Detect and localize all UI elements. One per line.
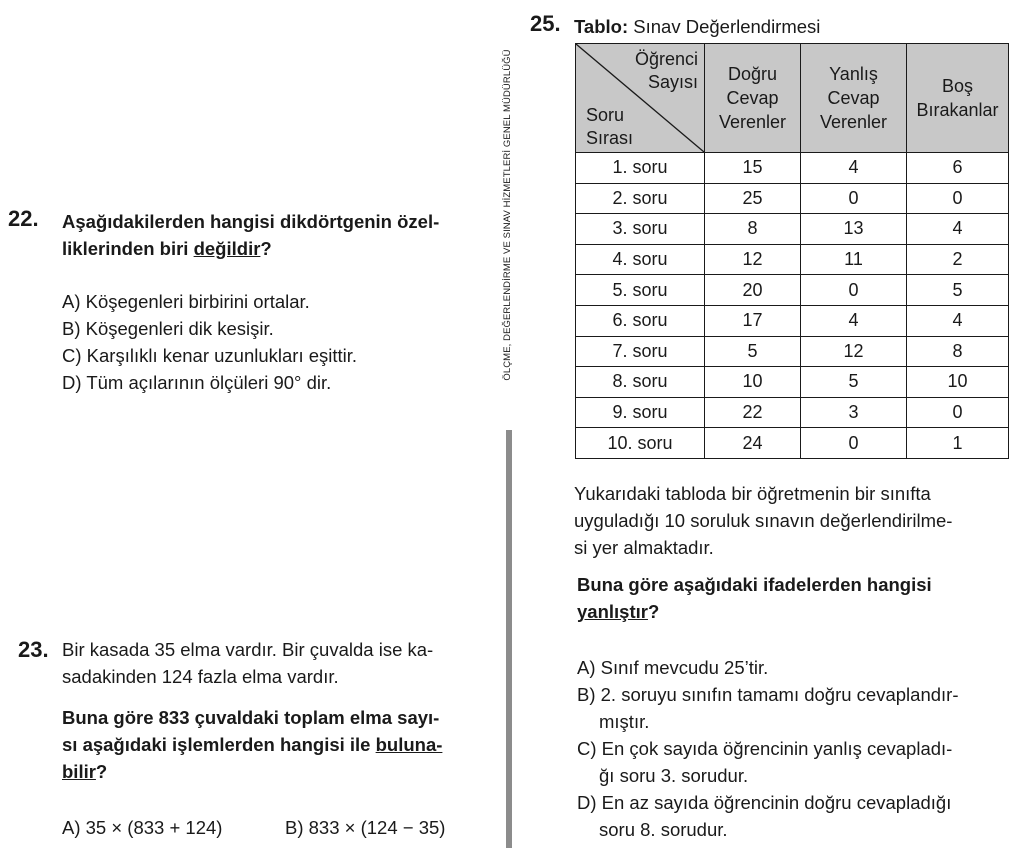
value-cell-bos: 2: [907, 244, 1009, 275]
table-row: [576, 367, 1009, 398]
q23-stem-line2: sı aşağıdaki işlemlerden hangisi ile buluna-: [62, 734, 443, 755]
value-cell-dogru: 8: [705, 214, 801, 245]
table-row: [576, 397, 1009, 428]
value-cell-dogru: 22: [705, 397, 801, 428]
q25-desc-line3: si yer almaktadır.: [574, 537, 714, 558]
q25-option-a[interactable]: A) Sınıf mevcudu 25’tir.: [577, 657, 769, 678]
table-row: [576, 244, 1009, 275]
q22-number: 22.: [8, 206, 39, 231]
value-cell-bos: 8: [907, 336, 1009, 367]
q23-stem: [62, 704, 442, 785]
q25-option-c[interactable]: C) En çok sayıda öğrencinin yanlış cevapladı- ğı soru 3. sorudur.: [577, 738, 953, 786]
value-cell-yanlis: 5: [801, 367, 907, 398]
table-corner-cell: [576, 44, 705, 153]
value-cell-dogru: 5: [705, 336, 801, 367]
value-cell-bos: 4: [907, 214, 1009, 245]
q22-option-d[interactable]: D) Tüm açılarının ölçüleri 90° dir.: [62, 372, 332, 393]
row-label-cell: 2. soru: [576, 183, 705, 214]
table-row: [576, 428, 1009, 459]
value-cell-yanlis: 0: [801, 183, 907, 214]
q23-text: [62, 636, 433, 690]
q22-stem-line1: Aşağıdakilerden hangisi dikdörtgenin özel-: [62, 211, 440, 232]
value-cell-dogru: 17: [705, 305, 801, 336]
value-cell-dogru: 15: [705, 153, 801, 184]
value-cell-dogru: 25: [705, 183, 801, 214]
q22-option-c[interactable]: C) Karşılıklı kenar uzunlukları eşittir.: [62, 345, 358, 366]
q22-negation: değildir: [193, 238, 261, 259]
header-bos-birakanlar: Boş Bırakanlar: [907, 44, 1009, 153]
q25-desc-line2: uyguladığı 10 soruluk sınavın değerlendirilme-: [574, 510, 953, 531]
q22-options: [62, 288, 357, 396]
q25-description: [574, 480, 952, 561]
table-row: [576, 305, 1009, 336]
value-cell-dogru: 24: [705, 428, 801, 459]
table-header-row: [576, 44, 1009, 153]
q25-desc-line1: Yukarıdaki tabloda bir öğretmenin bir sınıfta: [574, 483, 931, 504]
q25-options: [577, 654, 958, 843]
q25-stem-line2: yanlıştır?: [577, 601, 660, 622]
value-cell-yanlis: 0: [801, 428, 907, 459]
exam-evaluation-table: [575, 43, 1009, 459]
q23-option-b[interactable]: B) 833 × (124 − 35): [285, 817, 446, 838]
corner-top-label: Öğrenci Sayısı: [634, 49, 698, 92]
q23-text-line2: sadakinden 124 fazla elma vardır.: [62, 666, 339, 687]
value-cell-bos: 1: [907, 428, 1009, 459]
row-label-cell: 8. soru: [576, 367, 705, 398]
row-label-cell: 6. soru: [576, 305, 705, 336]
table-row: [576, 275, 1009, 306]
value-cell-yanlis: 12: [801, 336, 907, 367]
value-cell-yanlis: 0: [801, 275, 907, 306]
row-label-cell: 4. soru: [576, 244, 705, 275]
q22-stem: [62, 208, 439, 262]
q25-number: 25.: [530, 11, 561, 36]
value-cell-yanlis: 4: [801, 153, 907, 184]
header-yanlis-cevap: Yanlış Cevap Verenler: [801, 44, 907, 153]
value-cell-dogru: 20: [705, 275, 801, 306]
value-cell-bos: 0: [907, 183, 1009, 214]
q23-text-line1: Bir kasada 35 elma vardır. Bir çuvalda ise ka-: [62, 639, 434, 660]
value-cell-bos: 5: [907, 275, 1009, 306]
value-cell-bos: 0: [907, 397, 1009, 428]
table-body: [576, 153, 1009, 459]
q23-stem-line1: Buna göre 833 çuvaldaki toplam elma sayı-: [62, 707, 440, 728]
value-cell-yanlis: 11: [801, 244, 907, 275]
row-label-cell: 1. soru: [576, 153, 705, 184]
row-label-cell: 3. soru: [576, 214, 705, 245]
q25-stem: [577, 571, 932, 625]
row-label-cell: 7. soru: [576, 336, 705, 367]
value-cell-yanlis: 13: [801, 214, 907, 245]
divider-label: ÖLÇME, DEĞERLENDİRME VE SINAV HİZMETLERİ GENEL MÜDÜRLÜĞÜ: [502, 49, 513, 381]
value-cell-yanlis: 4: [801, 305, 907, 336]
table-row: [576, 183, 1009, 214]
row-label-cell: 9. soru: [576, 397, 705, 428]
q25-option-d[interactable]: D) En az sayıda öğrencinin doğru cevapladığı soru 8. sorudur.: [577, 792, 952, 840]
q23-option-a[interactable]: A) 35 × (833 + 124): [62, 817, 223, 838]
table-row: [576, 336, 1009, 367]
q25-stem-line1: Buna göre aşağıdaki ifadelerden hangisi: [577, 574, 932, 595]
value-cell-yanlis: 3: [801, 397, 907, 428]
value-cell-bos: 10: [907, 367, 1009, 398]
q25-caption: Tablo: Sınav Değerlendirmesi: [574, 16, 821, 37]
header-dogru-cevap: Doğru Cevap Verenler: [705, 44, 801, 153]
q22-stem-line2: liklerinden biri değildir?: [62, 238, 272, 259]
q23-stem-line3: bilir?: [62, 761, 108, 782]
table-row: [576, 153, 1009, 184]
corner-bottom-label: Soru Sırası: [586, 105, 634, 148]
value-cell-bos: 4: [907, 305, 1009, 336]
value-cell-dogru: 12: [705, 244, 801, 275]
q22-option-b[interactable]: B) Köşegenleri dik kesişir.: [62, 318, 274, 339]
value-cell-dogru: 10: [705, 367, 801, 398]
table-row: [576, 214, 1009, 245]
q23-number: 23.: [18, 637, 49, 662]
row-label-cell: 5. soru: [576, 275, 705, 306]
q22-option-a[interactable]: A) Köşegenleri birbirini ortalar.: [62, 291, 310, 312]
q25-option-b[interactable]: B) 2. soruyu sınıfın tamamı doğru cevaplandır- mıştır.: [577, 684, 959, 732]
row-label-cell: 10. soru: [576, 428, 705, 459]
value-cell-bos: 6: [907, 153, 1009, 184]
